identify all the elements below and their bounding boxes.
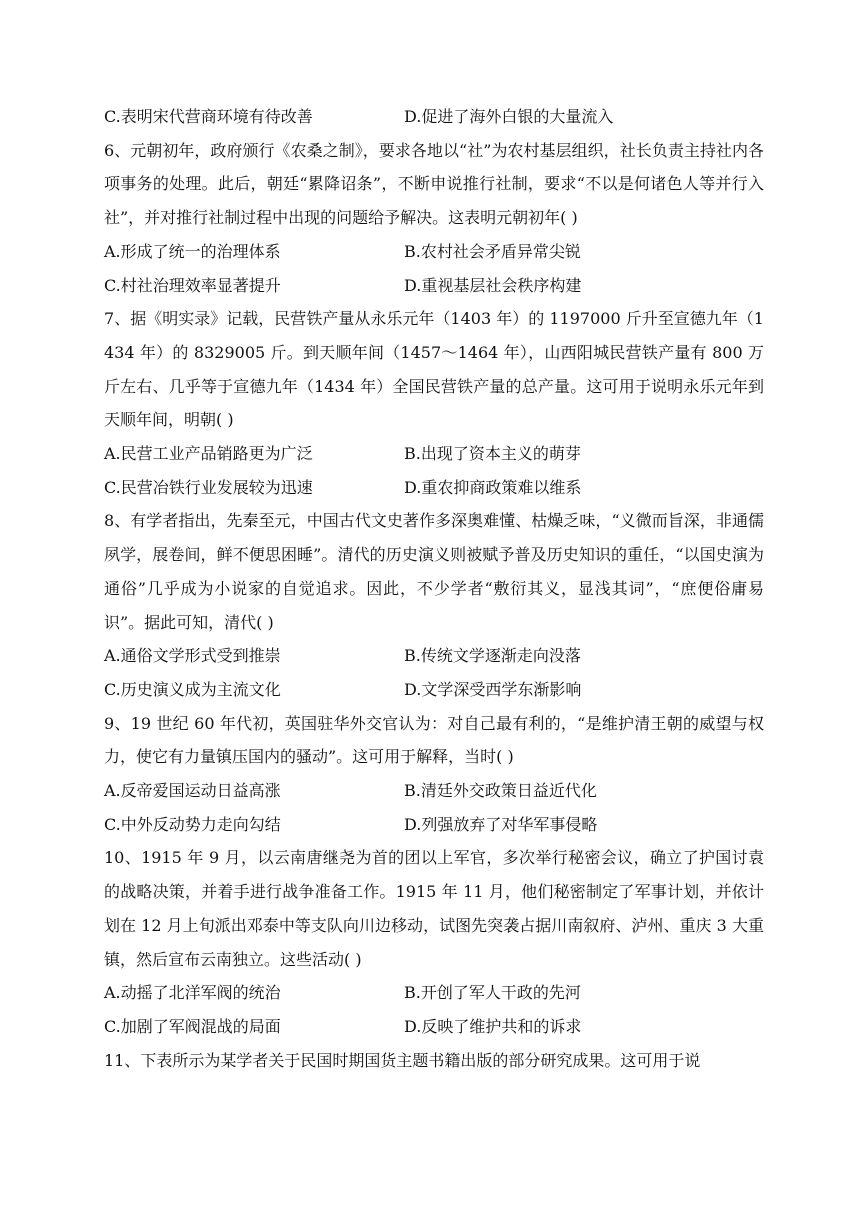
question-9 (104, 707, 764, 842)
question-9-stem: 9、19 世纪 60 年代初，英国驻华外交官认为：对自己最有利的，“是维护清王朝的威望与权力，使它有力量镇压国内的骚动”。这可用于解释，当时( ) (104, 713, 764, 767)
question-10-option-b: B.开创了军人干政的先河 (404, 983, 581, 1003)
page-content (104, 100, 764, 1077)
question-6-option-d: D.重视基层社会秩序构建 (404, 275, 582, 295)
question-6-option-a: A.形成了统一的治理体系 (104, 241, 281, 261)
question-8-option-d: D.文学深受西学东渐影响 (404, 679, 582, 699)
question-10 (104, 841, 764, 1043)
question-8-options-ab (104, 639, 764, 673)
question-8-option-b: B.传统文学逐渐走向没落 (404, 646, 581, 666)
question-10-stem: 10、1915 年 9 月，以云南唐继尧为首的团以上军官，多次举行秘密会议，确立了护国讨袁的战略决策，并着手进行战争准备工作。1915 年 11 月，他们秘密制定了军事计划，并依计划在 12 月上旬派出邓泰中等支队向川边移动，试图先突袭占据川南叙府、泸州、重庆 3 大重镇，然后宣布云南独立。这些活动( ) (104, 848, 764, 969)
question-9-option-a: A.反帝爱国运动日益高涨 (104, 781, 281, 801)
question-7-option-c: C.民营冶铁行业发展较为迅速 (104, 477, 313, 497)
question-8-options-cd (104, 673, 764, 707)
question-7-stem: 7、据《明实录》记载，民营铁产量从永乐元年（1403 年）的 1197000 斤升至宣德九年（1434 年）的 8329005 斤。到天顺年间（1457～1464 年），山西阳城民营铁产量有 800 万斤左右、几乎等于宣德九年（1434 年）全国民营铁产量的总产量。这可用于说明永乐元年到天顺年间，明朝( ) (104, 309, 764, 430)
question-8 (104, 504, 764, 706)
question-8-option-c: C.历史演义成为主流文化 (104, 679, 281, 699)
question-9-option-b: B.清廷外交政策日益近代化 (404, 781, 597, 801)
question-7-options-cd (104, 471, 764, 505)
question-9-option-c: C.中外反动势力走向勾结 (104, 814, 281, 834)
question-7-options-ab (104, 437, 764, 471)
question-7-option-a: A.民营工业产品销路更为广泛 (104, 444, 313, 464)
question-6 (104, 134, 764, 303)
question-6-options-ab (104, 235, 764, 269)
question-10-option-d: D.反映了维护共和的诉求 (404, 1016, 582, 1036)
question-6-option-b: B.农村社会矛盾异常尖锐 (404, 241, 581, 261)
question-9-options-cd (104, 808, 764, 842)
question-8-option-a: A.通俗文学形式受到推崇 (104, 646, 281, 666)
question-6-stem: 6、元朝初年，政府颁行《农桑之制》，要求各地以“社”为农村基层组织，社长负责主持社内各项事务的处理。此后，朝廷“累降诏条”，不断申说推行社制，要求“不以是何诸色人等并行入社”，并对推行社制过程中出现的问题给予解决。这表明元朝初年( ) (104, 140, 764, 228)
prev-option-c: C.表明宋代营商环境有待改善 (104, 107, 313, 126)
prev-option-d: D.促进了海外白银的大量流入 (404, 107, 614, 126)
question-10-options-ab (104, 976, 764, 1010)
question-9-option-d: D.列强放弃了对华军事侵略 (404, 814, 598, 834)
question-10-option-a: A.动摇了北洋军阀的统治 (104, 983, 281, 1003)
question-11-stem-start: 11、下表所示为某学者关于民国时期国货主题书籍出版的部分研究成果。这可用于说 (104, 1050, 701, 1070)
question-10-options-cd (104, 1010, 764, 1044)
question-7 (104, 302, 764, 504)
question-10-option-c: C.加剧了军阀混战的局面 (104, 1016, 281, 1036)
question-7-option-d: D.重农抑商政策难以维系 (404, 477, 582, 497)
question-6-option-c: C.村社治理效率显著提升 (104, 275, 281, 295)
question-9-options-ab (104, 774, 764, 808)
question-7-option-b: B.出现了资本主义的萌芽 (404, 444, 581, 464)
question-8-stem: 8、有学者指出，先秦至元，中国古代文史著作多深奥难懂、枯燥乏味，“义微而旨深，非通儒夙学，展卷间，鲜不便思困睡”。清代的历史演义则被赋予普及历史知识的重任，“以国史演为通俗”几乎成为小说家的自觉追求。因此，不少学者“敷衍其义，显浅其词”，“庶便俗庸易识”。据此可知，清代( ) (104, 511, 764, 632)
options-row-prev-cd (104, 100, 764, 134)
question-6-options-cd (104, 269, 764, 303)
